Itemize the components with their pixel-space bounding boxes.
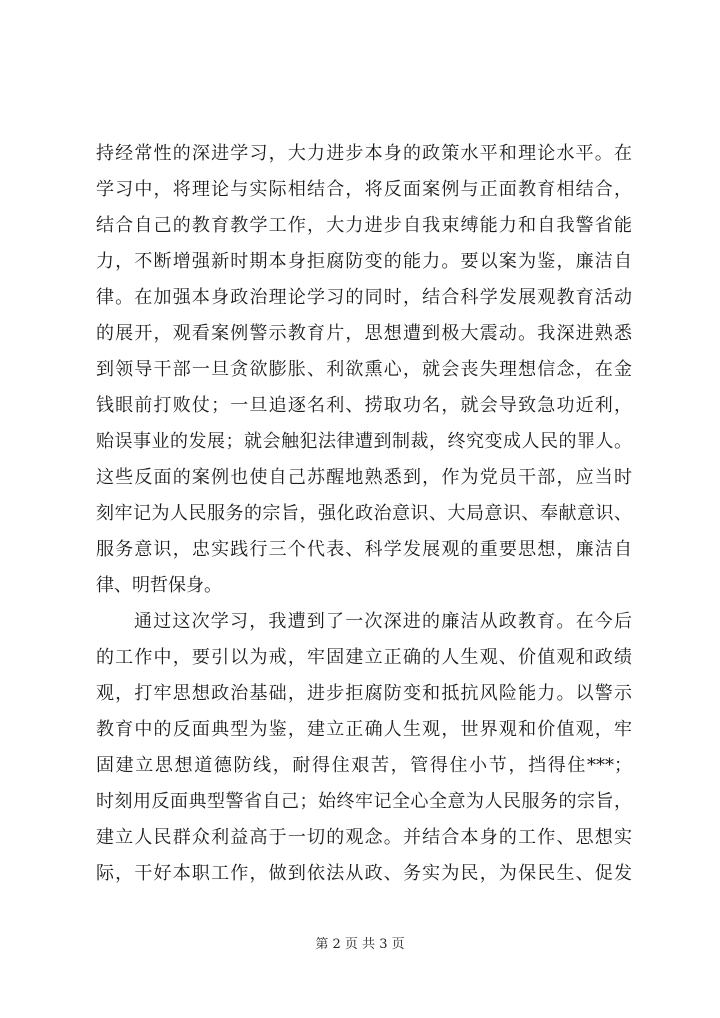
text-line: 观，打牢思想政治基础，进步拒腐防变和抵抗风险能力。以警示 bbox=[96, 683, 632, 704]
text-line: 时刻用反面典型警省自己；始终牢记全心全意为人民服务的宗旨， bbox=[96, 791, 632, 812]
text-line: 固建立思想道德防线，耐得住艰苦，管得住小节，挡得住***； bbox=[96, 755, 632, 776]
text-line: 际，干好本职工作，做到依法从政、务实为民，为保民生、促发 bbox=[96, 863, 632, 884]
text-line: 的工作中，要引以为戒，牢固建立正确的人生观、价值观和政绩 bbox=[96, 647, 632, 668]
text-line: 贻误事业的发展；就会触犯法律遭到制裁，终究变成人民的罪人。 bbox=[96, 431, 632, 452]
text-line: 服务意识，忠实践行三个代表、科学发展观的重要思想，廉洁自 bbox=[96, 539, 632, 560]
text-line: 刻牢记为人民服务的宗旨，强化政治意识、大局意识、奉献意识、 bbox=[96, 503, 632, 524]
text-line: 持经常性的深进学习，大力进步本身的政策水平和理论水平。在 bbox=[96, 143, 632, 164]
text-line: 这些反面的案例也使自己苏醒地熟悉到，作为党员干部，应当时 bbox=[96, 467, 632, 488]
paragraph-start-line: 通过这次学习，我遭到了一次深进的廉洁从政教育。在今后 bbox=[134, 611, 632, 632]
text-line: 学习中，将理论与实际相结合，将反面案例与正面教育相结合， bbox=[96, 179, 632, 200]
text-line: 的展开，观看案例警示教育片，思想遭到极大震动。我深进熟悉 bbox=[96, 323, 632, 344]
text-line: 钱眼前打败仗；一旦追逐名利、捞取功名，就会导致急功近利， bbox=[96, 395, 632, 416]
text-line: 律。在加强本身政治理论学习的同时，结合科学发展观教育活动 bbox=[96, 287, 632, 308]
page-number-footer: 第 2 页 共 3 页 bbox=[315, 937, 405, 952]
text-line: 结合自己的教育教学工作，大力进步自我束缚能力和自我警省能 bbox=[96, 215, 632, 236]
text-line: 建立人民群众利益高于一切的观念。并结合本身的工作、思想实 bbox=[96, 827, 632, 848]
text-line: 律、明哲保身。 bbox=[96, 575, 222, 596]
text-line: 到领导干部一旦贪欲膨胀、利欲熏心，就会丧失理想信念，在金 bbox=[96, 359, 632, 380]
text-line: 教育中的反面典型为鉴，建立正确人生观，世界观和价值观，牢 bbox=[96, 719, 632, 740]
text-line: 力，不断增强新时期本身拒腐防变的能力。要以案为鉴，廉洁自 bbox=[96, 251, 632, 272]
